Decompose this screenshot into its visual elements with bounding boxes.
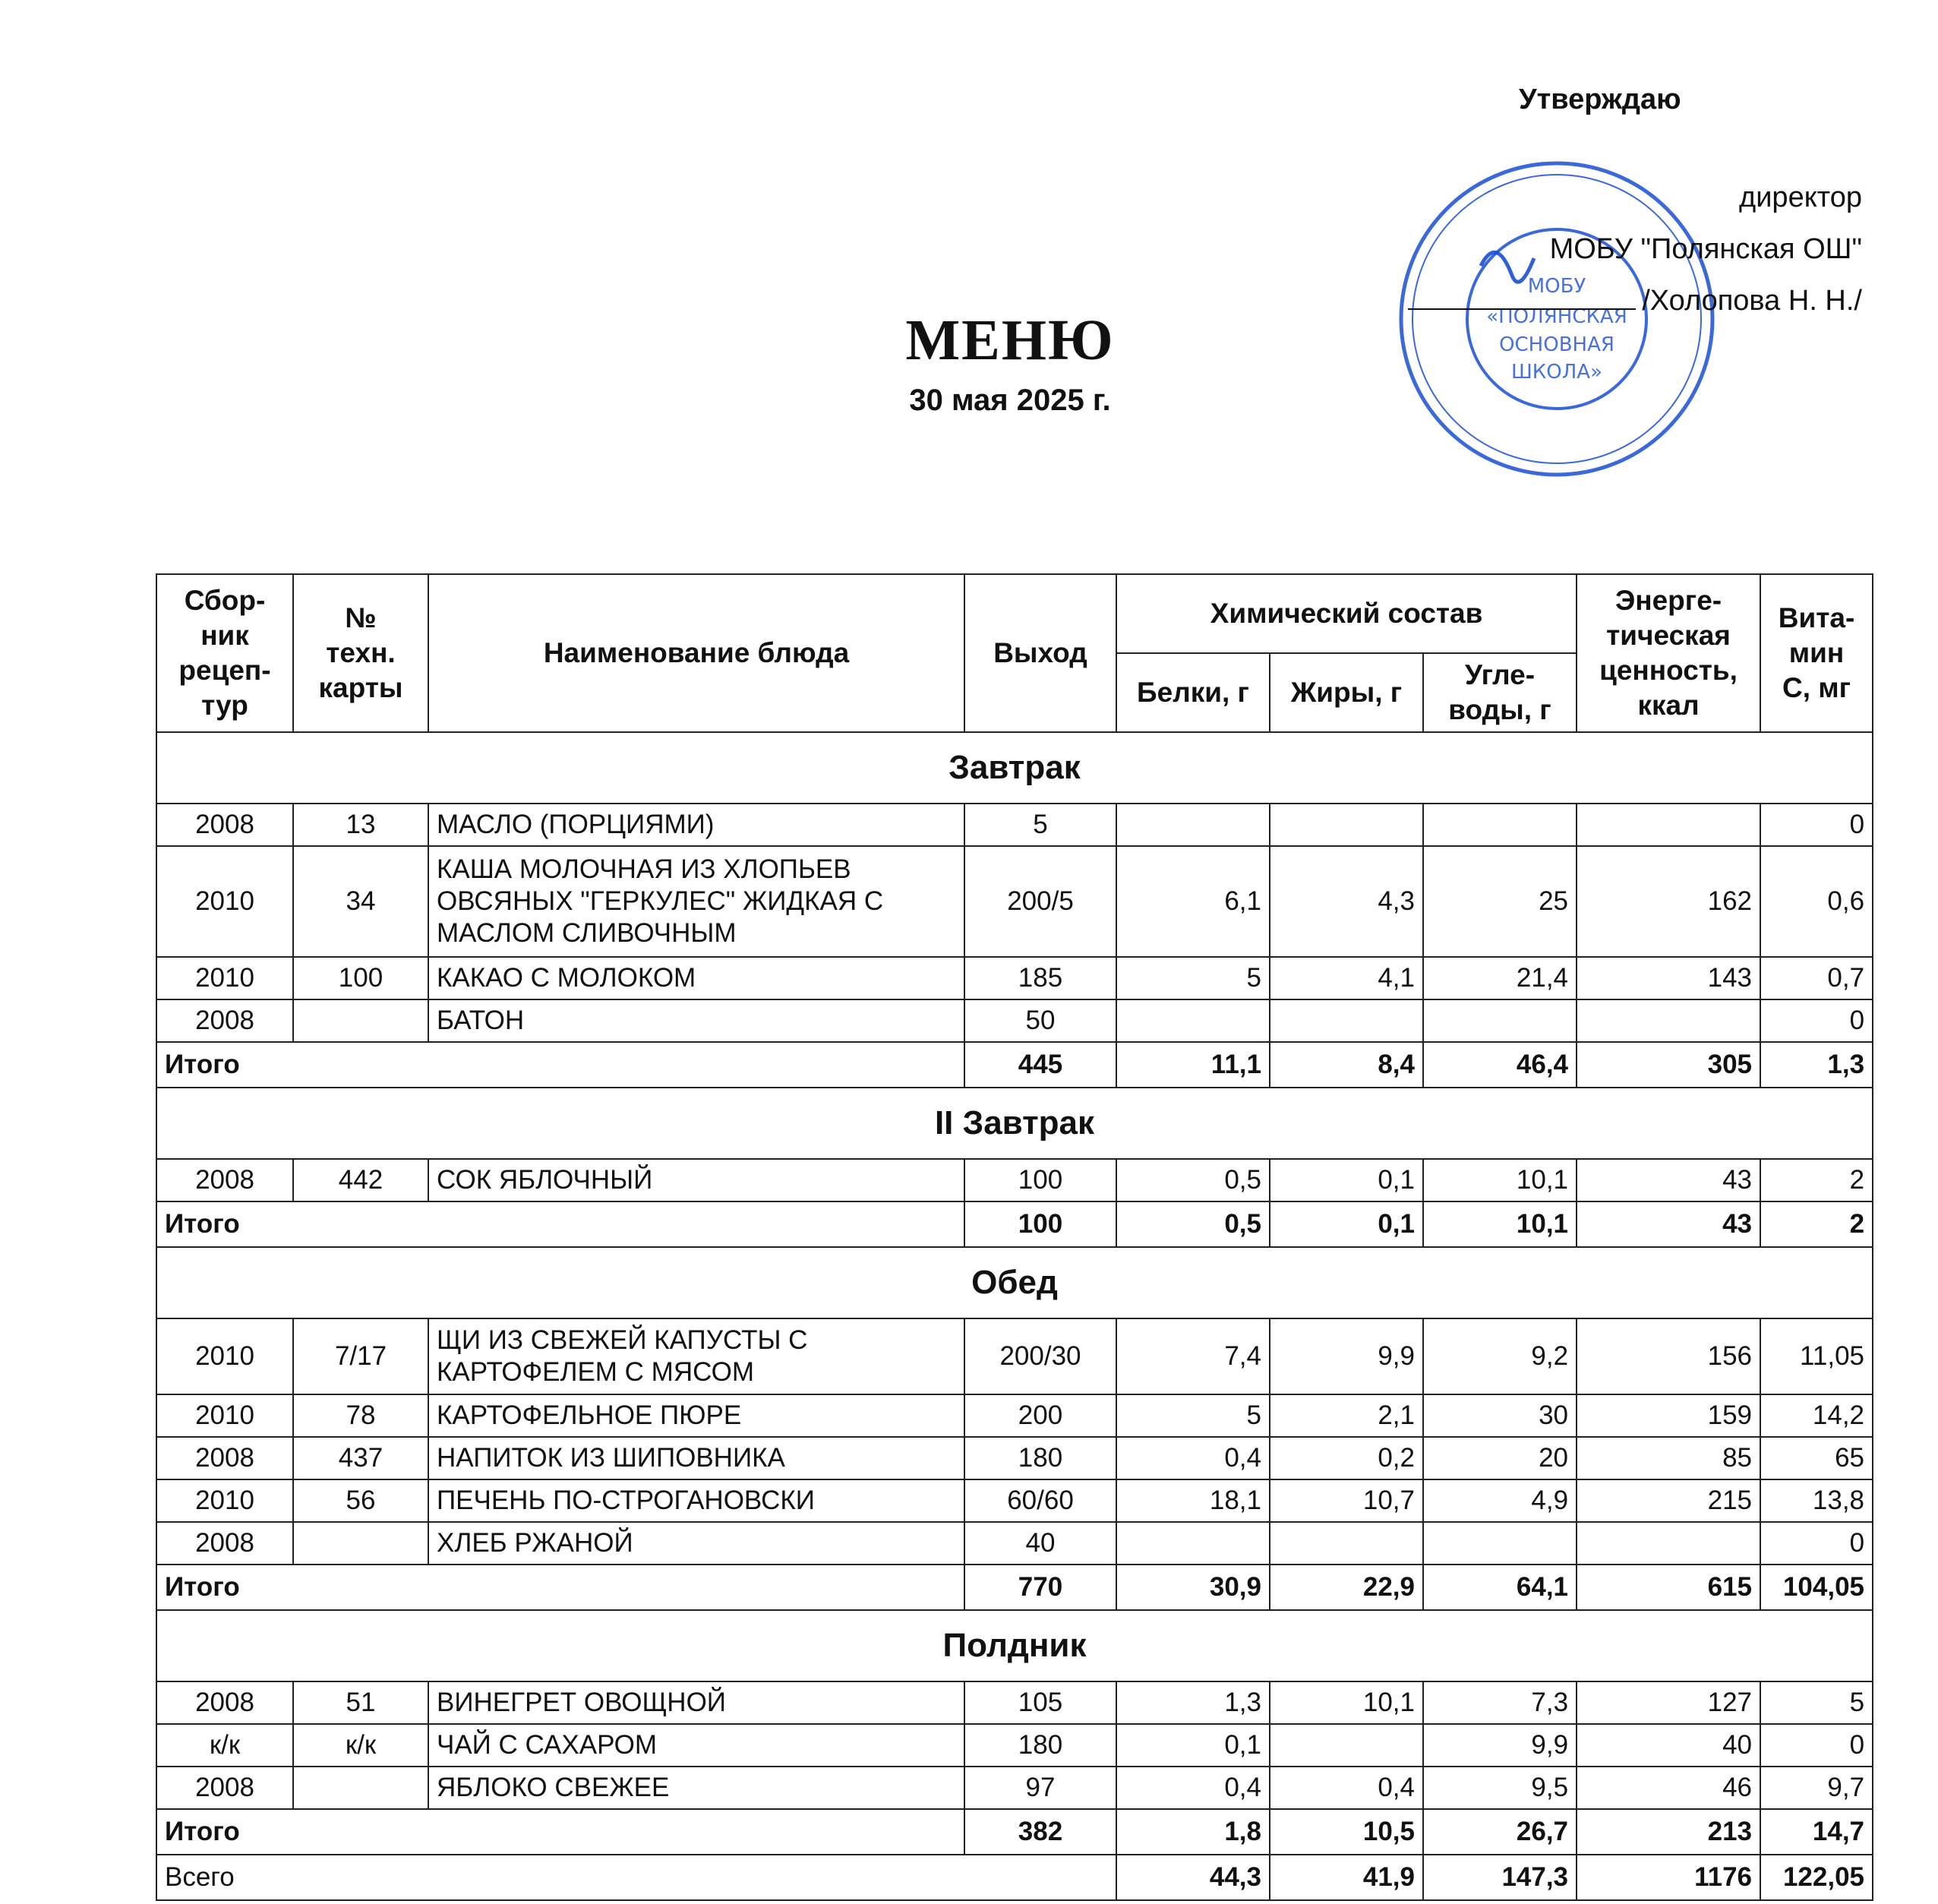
total-protein: 11,1 <box>1116 1042 1270 1088</box>
total-yield: 445 <box>964 1042 1116 1088</box>
cell-energy: 162 <box>1577 846 1760 957</box>
total-vitamin-c: 1,3 <box>1760 1042 1873 1088</box>
total-fat: 10,5 <box>1270 1809 1423 1855</box>
cell-protein: 7,4 <box>1116 1318 1270 1394</box>
cell-dish: БАТОН <box>428 999 964 1042</box>
cell-fat: 10,1 <box>1270 1681 1423 1724</box>
cell-yield: 200/30 <box>964 1318 1116 1394</box>
total-carbs: 46,4 <box>1423 1042 1577 1088</box>
cell-vitamin-c: 2 <box>1760 1159 1873 1201</box>
table-row <box>156 1318 1873 1394</box>
cell-dish: ХЛЕБ РЖАНОЙ <box>428 1522 964 1565</box>
total-vitamin-c: 14,7 <box>1760 1809 1873 1855</box>
header-dish-name: Наименование блюда <box>428 574 964 732</box>
cell-fat <box>1270 1724 1423 1767</box>
cell-dish: ЩИ ИЗ СВЕЖЕЙ КАПУСТЫ С КАРТОФЕЛЕМ С МЯСОМ <box>428 1318 964 1394</box>
cell-dish: МАСЛО (ПОРЦИЯМИ) <box>428 804 964 846</box>
cell-vitamin-c: 0 <box>1760 999 1873 1042</box>
cell-tech-card: 442 <box>293 1159 428 1201</box>
cell-yield: 100 <box>964 1159 1116 1201</box>
cell-yield: 97 <box>964 1767 1116 1809</box>
header-yield: Выход <box>964 574 1116 732</box>
cell-energy: 40 <box>1577 1724 1760 1767</box>
total-yield: 100 <box>964 1201 1116 1247</box>
cell-fat: 4,3 <box>1270 846 1423 957</box>
cell-yield: 60/60 <box>964 1479 1116 1522</box>
cell-collection: к/к <box>156 1724 293 1767</box>
cell-collection: 2010 <box>156 1394 293 1437</box>
cell-dish: ПЕЧЕНЬ ПО-СТРОГАНОВСКИ <box>428 1479 964 1522</box>
cell-tech-card <box>293 1522 428 1565</box>
table-row <box>156 999 1873 1042</box>
cell-vitamin-c: 5 <box>1760 1681 1873 1724</box>
cell-fat: 9,9 <box>1270 1318 1423 1394</box>
total-energy: 615 <box>1577 1565 1760 1610</box>
svg-text:МОБУ: МОБУ <box>1527 275 1586 298</box>
approve-label: Утверждаю <box>1519 84 1681 115</box>
cell-protein: 0,4 <box>1116 1437 1270 1479</box>
cell-energy: 143 <box>1577 957 1760 999</box>
section-title: II Завтрак <box>156 1088 1873 1159</box>
total-energy: 213 <box>1577 1809 1760 1855</box>
table-row <box>156 804 1873 846</box>
director-position: директор <box>1739 182 1862 213</box>
cell-carbs: 4,9 <box>1423 1479 1577 1522</box>
total-row <box>156 1042 1873 1088</box>
cell-yield: 200/5 <box>964 846 1116 957</box>
cell-carbs <box>1423 999 1577 1042</box>
table-row <box>156 1681 1873 1724</box>
cell-energy <box>1577 804 1760 846</box>
total-carbs: 64,1 <box>1423 1565 1577 1610</box>
cell-collection: 2008 <box>156 1767 293 1809</box>
cell-fat: 0,2 <box>1270 1437 1423 1479</box>
cell-energy <box>1577 1522 1760 1565</box>
cell-tech-card: к/к <box>293 1724 428 1767</box>
menu-table <box>156 573 1873 1901</box>
total-carbs: 26,7 <box>1423 1809 1577 1855</box>
cell-dish: ЧАЙ С САХАРОМ <box>428 1724 964 1767</box>
header-carbs: Угле- воды, г <box>1423 653 1577 732</box>
section-title: Полдник <box>156 1610 1873 1681</box>
cell-collection: 2008 <box>156 1159 293 1201</box>
cell-protein: 0,4 <box>1116 1767 1270 1809</box>
cell-yield: 180 <box>964 1724 1116 1767</box>
cell-dish: ВИНЕГРЕТ ОВОЩНОЙ <box>428 1681 964 1724</box>
cell-vitamin-c: 0 <box>1760 1724 1873 1767</box>
total-vitamin-c: 2 <box>1760 1201 1873 1247</box>
grand-total-fat: 41,9 <box>1270 1855 1423 1900</box>
cell-collection: 2008 <box>156 1681 293 1724</box>
cell-tech-card <box>293 999 428 1042</box>
total-fat: 8,4 <box>1270 1042 1423 1088</box>
total-label: Итого <box>156 1042 964 1088</box>
grand-total-row <box>156 1855 1873 1900</box>
cell-collection: 2010 <box>156 1318 293 1394</box>
header-protein: Белки, г <box>1116 653 1270 732</box>
cell-carbs <box>1423 804 1577 846</box>
table-row <box>156 1159 1873 1201</box>
cell-carbs: 20 <box>1423 1437 1577 1479</box>
header-tech-card: № техн. карты <box>293 574 428 732</box>
table-row <box>156 1437 1873 1479</box>
cell-vitamin-c: 0,6 <box>1760 846 1873 957</box>
cell-tech-card: 56 <box>293 1479 428 1522</box>
cell-fat: 4,1 <box>1270 957 1423 999</box>
cell-yield: 40 <box>964 1522 1116 1565</box>
total-protein: 1,8 <box>1116 1809 1270 1855</box>
total-row <box>156 1809 1873 1855</box>
signature-block <box>1408 172 1862 327</box>
cell-yield: 105 <box>964 1681 1116 1724</box>
cell-protein: 0,1 <box>1116 1724 1270 1767</box>
cell-collection: 2008 <box>156 804 293 846</box>
total-fat: 22,9 <box>1270 1565 1423 1610</box>
cell-tech-card: 7/17 <box>293 1318 428 1394</box>
table-row <box>156 846 1873 957</box>
total-label: Итого <box>156 1809 964 1855</box>
cell-protein: 1,3 <box>1116 1681 1270 1724</box>
total-energy: 305 <box>1577 1042 1760 1088</box>
table-row <box>156 1522 1873 1565</box>
cell-carbs: 9,2 <box>1423 1318 1577 1394</box>
total-yield: 382 <box>964 1809 1116 1855</box>
header-vitamin-c: Вита- мин С, мг <box>1760 574 1873 732</box>
cell-carbs: 10,1 <box>1423 1159 1577 1201</box>
cell-energy: 127 <box>1577 1681 1760 1724</box>
cell-vitamin-c: 0,7 <box>1760 957 1873 999</box>
total-vitamin-c: 104,05 <box>1760 1565 1873 1610</box>
total-fat: 0,1 <box>1270 1201 1423 1247</box>
svg-text:ШКОЛА»: ШКОЛА» <box>1511 361 1602 384</box>
cell-tech-card: 100 <box>293 957 428 999</box>
cell-fat: 2,1 <box>1270 1394 1423 1437</box>
cell-energy: 156 <box>1577 1318 1760 1394</box>
cell-tech-card <box>293 1767 428 1809</box>
cell-tech-card: 78 <box>293 1394 428 1437</box>
cell-tech-card: 51 <box>293 1681 428 1724</box>
cell-dish: КАША МОЛОЧНАЯ ИЗ ХЛОПЬЕВ ОВСЯНЫХ "ГЕРКУЛЕС" ЖИДКАЯ С МАСЛОМ СЛИВОЧНЫМ <box>428 846 964 957</box>
total-label: Итого <box>156 1201 964 1247</box>
cell-dish: КАКАО С МОЛОКОМ <box>428 957 964 999</box>
cell-collection: 2008 <box>156 1522 293 1565</box>
cell-fat <box>1270 1522 1423 1565</box>
cell-tech-card: 13 <box>293 804 428 846</box>
cell-collection: 2010 <box>156 957 293 999</box>
cell-tech-card: 437 <box>293 1437 428 1479</box>
cell-dish: НАПИТОК ИЗ ШИПОВНИКА <box>428 1437 964 1479</box>
cell-dish: ЯБЛОКО СВЕЖЕЕ <box>428 1767 964 1809</box>
cell-protein: 6,1 <box>1116 846 1270 957</box>
menu-date: 30 мая 2025 г. <box>909 384 1111 417</box>
cell-protein: 18,1 <box>1116 1479 1270 1522</box>
cell-yield: 180 <box>964 1437 1116 1479</box>
cell-dish: СОК ЯБЛОЧНЫЙ <box>428 1159 964 1201</box>
cell-collection: 2008 <box>156 999 293 1042</box>
total-protein: 30,9 <box>1116 1565 1270 1610</box>
cell-collection: 2008 <box>156 1437 293 1479</box>
cell-protein: 5 <box>1116 957 1270 999</box>
cell-vitamin-c: 9,7 <box>1760 1767 1873 1809</box>
signature-line <box>1408 278 1636 310</box>
cell-yield: 5 <box>964 804 1116 846</box>
header-chem-composition: Химический состав <box>1116 574 1577 653</box>
svg-text:«ПОЛЯНСКАЯ: «ПОЛЯНСКАЯ <box>1486 305 1627 328</box>
cell-protein <box>1116 1522 1270 1565</box>
cell-carbs: 9,9 <box>1423 1724 1577 1767</box>
cell-protein: 5 <box>1116 1394 1270 1437</box>
cell-vitamin-c: 11,05 <box>1760 1318 1873 1394</box>
cell-carbs: 7,3 <box>1423 1681 1577 1724</box>
cell-vitamin-c: 14,2 <box>1760 1394 1873 1437</box>
cell-yield: 185 <box>964 957 1116 999</box>
total-row <box>156 1201 1873 1247</box>
cell-vitamin-c: 0 <box>1760 804 1873 846</box>
cell-vitamin-c: 65 <box>1760 1437 1873 1479</box>
cell-energy: 43 <box>1577 1159 1760 1201</box>
grand-total-vitamin-c: 122,05 <box>1760 1855 1873 1900</box>
cell-carbs: 30 <box>1423 1394 1577 1437</box>
section-title: Завтрак <box>156 732 1873 804</box>
cell-protein: 0,5 <box>1116 1159 1270 1201</box>
cell-fat: 0,1 <box>1270 1159 1423 1201</box>
total-row <box>156 1565 1873 1610</box>
header-fat: Жиры, г <box>1270 653 1423 732</box>
table-row <box>156 1767 1873 1809</box>
cell-carbs: 21,4 <box>1423 957 1577 999</box>
cell-fat <box>1270 804 1423 846</box>
section-title: Обед <box>156 1247 1873 1318</box>
table-row <box>156 957 1873 999</box>
cell-carbs: 25 <box>1423 846 1577 957</box>
cell-tech-card: 34 <box>293 846 428 957</box>
cell-dish: КАРТОФЕЛЬНОЕ ПЮРЕ <box>428 1394 964 1437</box>
cell-energy: 215 <box>1577 1479 1760 1522</box>
total-label: Итого <box>156 1565 964 1610</box>
cell-protein <box>1116 804 1270 846</box>
header-energy: Энерге- тическая ценность, ккал <box>1577 574 1760 732</box>
cell-energy: 159 <box>1577 1394 1760 1437</box>
cell-yield: 50 <box>964 999 1116 1042</box>
cell-fat: 0,4 <box>1270 1767 1423 1809</box>
page-title: МЕНЮ <box>905 308 1115 372</box>
cell-vitamin-c: 0 <box>1760 1522 1873 1565</box>
total-carbs: 10,1 <box>1423 1201 1577 1247</box>
svg-text:ОСНОВНАЯ: ОСНОВНАЯ <box>1499 333 1614 356</box>
table-row <box>156 1479 1873 1522</box>
header-collection: Сбор- ник рецеп- тур <box>156 574 293 732</box>
signatory-name: /Холопова Н. Н./ <box>1642 285 1862 317</box>
cell-energy: 46 <box>1577 1767 1760 1809</box>
cell-fat: 10,7 <box>1270 1479 1423 1522</box>
grand-total-energy: 1176 <box>1577 1855 1760 1900</box>
grand-total-carbs: 147,3 <box>1423 1855 1577 1900</box>
cell-vitamin-c: 13,8 <box>1760 1479 1873 1522</box>
cell-energy <box>1577 999 1760 1042</box>
table-row <box>156 1394 1873 1437</box>
total-energy: 43 <box>1577 1201 1760 1247</box>
cell-collection: 2010 <box>156 846 293 957</box>
cell-carbs: 9,5 <box>1423 1767 1577 1809</box>
total-yield: 770 <box>964 1565 1116 1610</box>
grand-total-protein: 44,3 <box>1116 1855 1270 1900</box>
cell-carbs <box>1423 1522 1577 1565</box>
total-protein: 0,5 <box>1116 1201 1270 1247</box>
cell-protein <box>1116 999 1270 1042</box>
cell-collection: 2010 <box>156 1479 293 1522</box>
cell-energy: 85 <box>1577 1437 1760 1479</box>
cell-yield: 200 <box>964 1394 1116 1437</box>
organization-name: МОБУ "Полянская ОШ" <box>1549 233 1862 265</box>
cell-fat <box>1270 999 1423 1042</box>
grand-total-label: Всего <box>156 1855 1116 1900</box>
table-row <box>156 1724 1873 1767</box>
